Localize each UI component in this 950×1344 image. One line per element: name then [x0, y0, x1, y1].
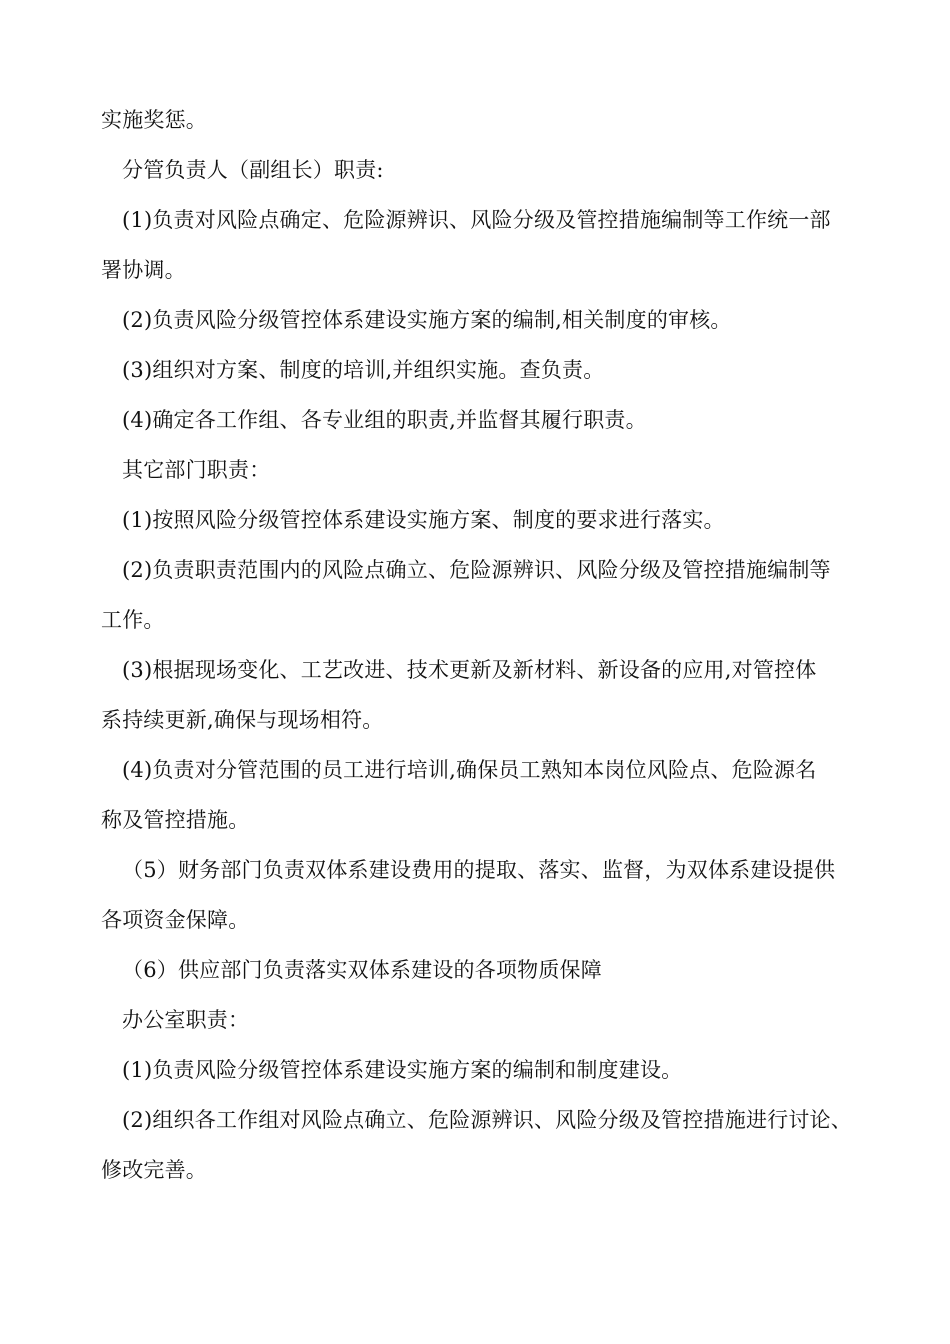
text-line: 实施奖惩。 [101, 108, 207, 132]
text-line: 工作。 [101, 608, 165, 632]
text-line: （6）供应部门负责落实双体系建设的各项物质保障 [122, 958, 602, 982]
text-line: (2)负责职责范围内的风险点确立、危险源辨识、风险分级及管控措施编制等 [122, 558, 831, 582]
section-heading: 办公室职责： [122, 1008, 250, 1032]
text-line: (2)组织各工作组对风险点确立、危险源辨识、风险分级及管控措施进行讨论、 [122, 1108, 852, 1132]
text-line: （5）财务部门负责双体系建设费用的提取、落实、监督，为双体系建设提供 [122, 858, 836, 882]
text-line: 署协调。 [101, 258, 186, 282]
text-line: (2)负责风险分级管控体系建设实施方案的编制,相关制度的审核。 [122, 308, 732, 332]
text-line: (3)根据现场变化、工艺改进、技术更新及新材料、新设备的应用,对管控体 [122, 658, 817, 682]
text-line: (1)负责风险分级管控体系建设实施方案的编制和制度建设。 [122, 1058, 683, 1082]
text-line: 各项资金保障。 [101, 908, 250, 932]
text-line: 称及管控措施。 [101, 808, 250, 832]
text-line: (4)负责对分管范围的员工进行培训,确保员工熟知本岗位风险点、危险源名 [122, 758, 817, 782]
text-line: 修改完善。 [101, 1158, 207, 1182]
text-line: (1)负责对风险点确定、危险源辨识、风险分级及管控措施编制等工作统一部 [122, 208, 831, 232]
section-heading: 其它部门职责： [122, 458, 271, 482]
text-line: (4)确定各工作组、各专业组的职责,并监督其履行职责。 [122, 408, 647, 432]
text-line: (1)按照风险分级管控体系建设实施方案、制度的要求进行落实。 [122, 508, 725, 532]
section-heading: 分管负责人（副组长）职责: [122, 158, 384, 182]
text-line: (3)组织对方案、制度的培训,并组织实施。查负责。 [122, 358, 605, 382]
text-line: 系持续更新,确保与现场相符。 [101, 708, 384, 732]
